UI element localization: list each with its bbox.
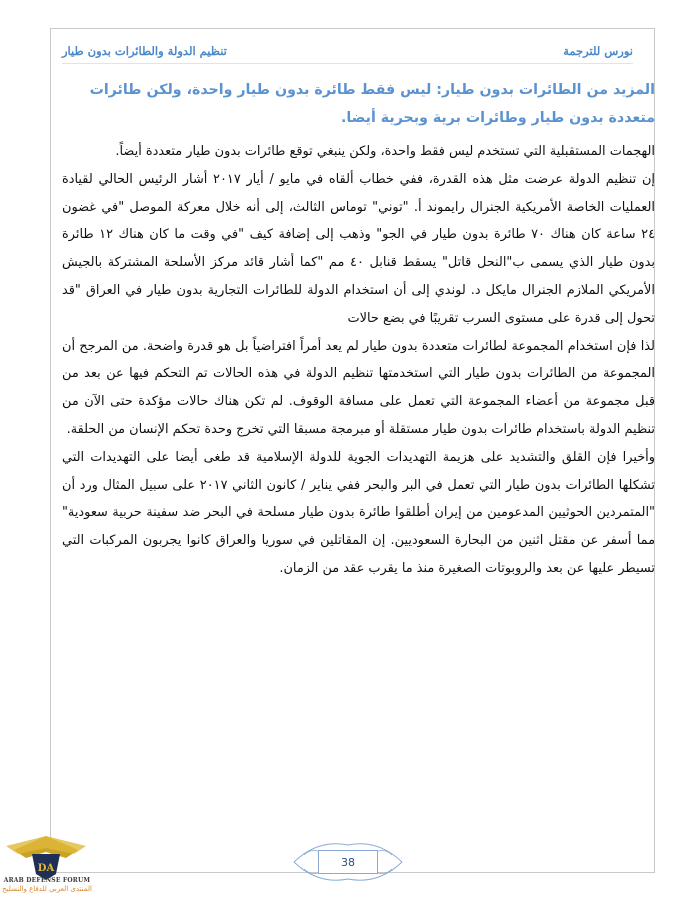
header-left-title: تنظيم الدولة والطائرات بدون طيار — [62, 44, 227, 58]
logo-letters: DA — [37, 863, 55, 874]
paragraph: لذا فإن استخدام المجموعة لطائرات متعددة بدون طيار لم يعد أمراً افتراضياً بل هو قدرة واضحة. من المرجح أن المجموعة من الطائرات بدون طيار التي استخدمتها تنظيم الدولة في هذه الحالات تم التحكم فيها عن بعد من قبل مجموعة من أعضاء المجموعة التي تعمل على مسافة الوقوف. لم تكن هناك حالات مؤكدة حتى الآن من تنظيم الدولة باستخدام طائرات بدون طيار مستقلة أو مبرمجة مسبقا التي تخرج وحدة تحكم الإنسان من الحلقة. — [62, 338, 655, 437]
forum-name-arabic: المنتدى العربي للدفاع والتسليح — [2, 885, 92, 893]
page-header — [62, 40, 633, 62]
paragraph: إن تنظيم الدولة عرضت مثل هذه القدرة، ففي خطاب ألقاه في مايو / أيار ٢٠١٧ أشار الرئيس الحالي لقيادة العمليات الخاصة الأمريكية الجنرال رايموند أ. "توني" توماس الثالث، إلى أنه خلال معركة الموصل "في غضون ٢٤ ساعة كان هناك ٧٠ طائرة بدون طيار في الجو" وذهب إلى إضافة كيف "في وقت ما كان هناك ١٢ طائرة بدون طيار الذي يسمى ب"النحل قاتل" يسقط قنابل ٤٠ مم "كما أشار قائد مركز الأسلحة المشتركة بالجيش الأمريكي الملازم الجنرال مايكل د. لوندي إلى أن استخدام الدولة للطائرات التجارية بدون طيار في العراق "قد تحول إلى قدرة على مستوى السرب تقريبًا في بضع حالات — [62, 171, 655, 326]
paragraph: وأخيرا فإن القلق والتشديد على هزيمة التهديدات الجوية للدولة الإسلامية قد طغى أيضا على التهديدات التي تشكلها الطائرات بدون طيار التي تعمل في البر والبحر ففي يناير / كانون الثاني ٢٠١٧ على سبيل المثال ورد أن "المتمردين الحوثيين المدعومين من إيران أطلقوا طائرة بدون طيار مسلحة في البحر ضد سفينة حربية سعودية" مما أسفر عن مقتل اثنين من البحارة السعوديين. إن المقاتلين في سوريا والعراق كانوا يجربون المركبات التي تسيطر عليها عن بعد والروبوتات الصغيرة منذ ما يقرب عقد من الزمان. — [62, 449, 655, 576]
header-divider — [62, 63, 633, 64]
section-subtitle: المزيد من الطائرات بدون طيار: ليس فقط طائرة بدون طيار واحدة، ولكن طائرات متعددة بدون طيار وطائرات برية وبحرية أيضا. — [89, 82, 655, 126]
paragraph: الهجمات المستقبلية التي تستخدم ليس فقط واحدة، ولكن ينبغي توقع طائرات بدون طيار متعددة أيضاً. — [115, 144, 655, 159]
header-right-title: نورس للترجمة — [563, 44, 633, 58]
forum-name: ARAB DEFENSE FORUM — [3, 877, 91, 884]
page-number: 38 — [318, 850, 378, 874]
body-text — [62, 138, 655, 583]
